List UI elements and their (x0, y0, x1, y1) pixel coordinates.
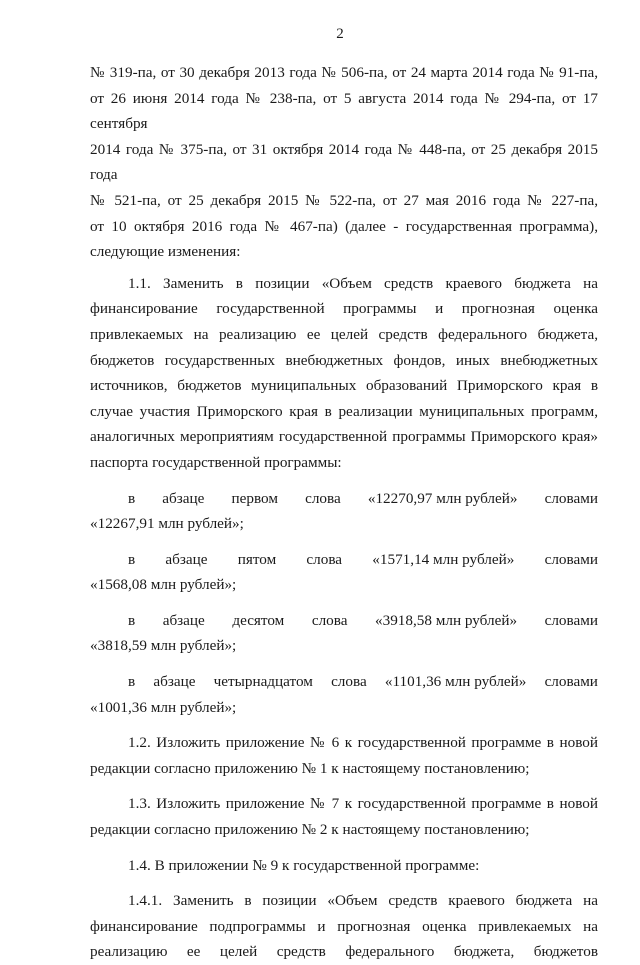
word: десятом (232, 611, 285, 629)
text-line: 1.2. Изложить приложение № 6 к государственной программе в новой (128, 734, 598, 752)
document-body (90, 60, 598, 965)
text-line: 1.1. Заменить в позиции «Объем средств краевого бюджета на (128, 274, 598, 292)
spaced-line (90, 486, 598, 512)
word: словами (544, 611, 598, 629)
text-line: 2014 года № 375-па, от 31 октября 2014 года № 448-па, от 25 декабря 2015 года (90, 140, 598, 184)
word: в (128, 611, 136, 629)
text-line: редакции согласно приложению № 2 к настоящему постановлению; (90, 821, 530, 839)
text-line: реализацию ее целей средств федерального бюджета, бюджетов (90, 943, 598, 961)
word: в (128, 550, 136, 568)
word: словами (544, 489, 598, 507)
paragraph-intro (90, 60, 598, 265)
text-line: «12267,91 млн рублей»; (90, 515, 244, 533)
text-line: паспорта государственной программы: (90, 453, 342, 471)
page-number: 2 (336, 26, 344, 42)
text-line: от 10 октября 2016 года № 467-па) (далее - государственная программа), (90, 217, 598, 235)
word: словами (544, 550, 598, 568)
text-line: источников, бюджетов муниципальных образований Приморского края в (90, 377, 598, 395)
word: первом (231, 489, 278, 507)
text-line: 1.3. Изложить приложение № 7 к государственной программе в новой (128, 795, 598, 813)
text-line: 1.4.1. Заменить в позиции «Объем средств краевого бюджета на (128, 892, 598, 910)
paragraph-1-4 (90, 853, 598, 879)
text-line: № 521-па, от 25 декабря 2015 № 522-па, от 27 мая 2016 года № 227-па, (90, 191, 598, 209)
text-line: финансирование государственной программы и прогнозная оценка (90, 300, 598, 318)
word: слова (306, 550, 343, 568)
spaced-line (90, 608, 598, 634)
word: слова (331, 673, 367, 691)
spaced-line (90, 547, 598, 573)
text-line: случае участия Приморского края в реализации муниципальных программ, (90, 402, 598, 420)
paragraph-abzac-5 (90, 547, 598, 598)
text-line: аналогичных мероприятиям государственной программы Приморского края» (90, 428, 598, 446)
paragraph-1-3 (90, 791, 598, 842)
text-line: «1001,36 млн рублей»; (90, 698, 237, 716)
word: абзаце (162, 611, 205, 629)
spaced-line (90, 669, 598, 695)
word: абзаце (153, 673, 196, 691)
word: «12270,97 млн рублей» (367, 489, 518, 507)
text-line: № 319-па, от 30 декабря 2013 года № 506-па, от 24 марта 2014 года № 91-па, (90, 64, 598, 81)
text-line: бюджетов государственных внебюджетных фондов, иных внебюджетных (90, 351, 598, 369)
paragraph-abzac-10 (90, 608, 598, 659)
word: четырнадцатом (213, 673, 313, 691)
text-line: редакции согласно приложению № 1 к настоящему постановлению; (90, 759, 530, 777)
word: словами (544, 673, 598, 691)
word: в (128, 489, 136, 507)
word: слова (305, 489, 341, 507)
text-line: 1.4. В приложении № 9 к государственной программе: (128, 856, 480, 874)
word: пятом (237, 550, 277, 568)
word: «1571,14 млн рублей» (372, 550, 515, 568)
paragraph-1-2 (90, 730, 598, 781)
word: «3918,58 млн рублей» (375, 611, 518, 629)
text-line: «3818,59 млн рублей»; (90, 637, 237, 655)
text-line: привлекаемых на реализацию ее целей средств федерального бюджета, (90, 325, 598, 343)
paragraph-1-4-1 (90, 888, 598, 965)
paragraph-1-1 (90, 271, 598, 476)
text-line: «1568,08 млн рублей»; (90, 576, 237, 594)
text-line: от 26 июня 2014 года № 238-па, от 5 августа 2014 года № 294-па, от 17 сентября (90, 89, 598, 133)
word: слова (311, 611, 348, 629)
paragraph-abzac-1 (90, 486, 598, 537)
word: абзаце (165, 550, 208, 568)
word: в (128, 673, 136, 691)
word: абзаце (162, 489, 205, 507)
word: «1101,36 млн рублей» (384, 673, 527, 691)
paragraph-abzac-14 (90, 669, 598, 720)
text-line: следующие изменения: (90, 243, 241, 261)
text-line: финансирование подпрограммы и прогнозная оценка привлекаемых на (90, 917, 598, 935)
